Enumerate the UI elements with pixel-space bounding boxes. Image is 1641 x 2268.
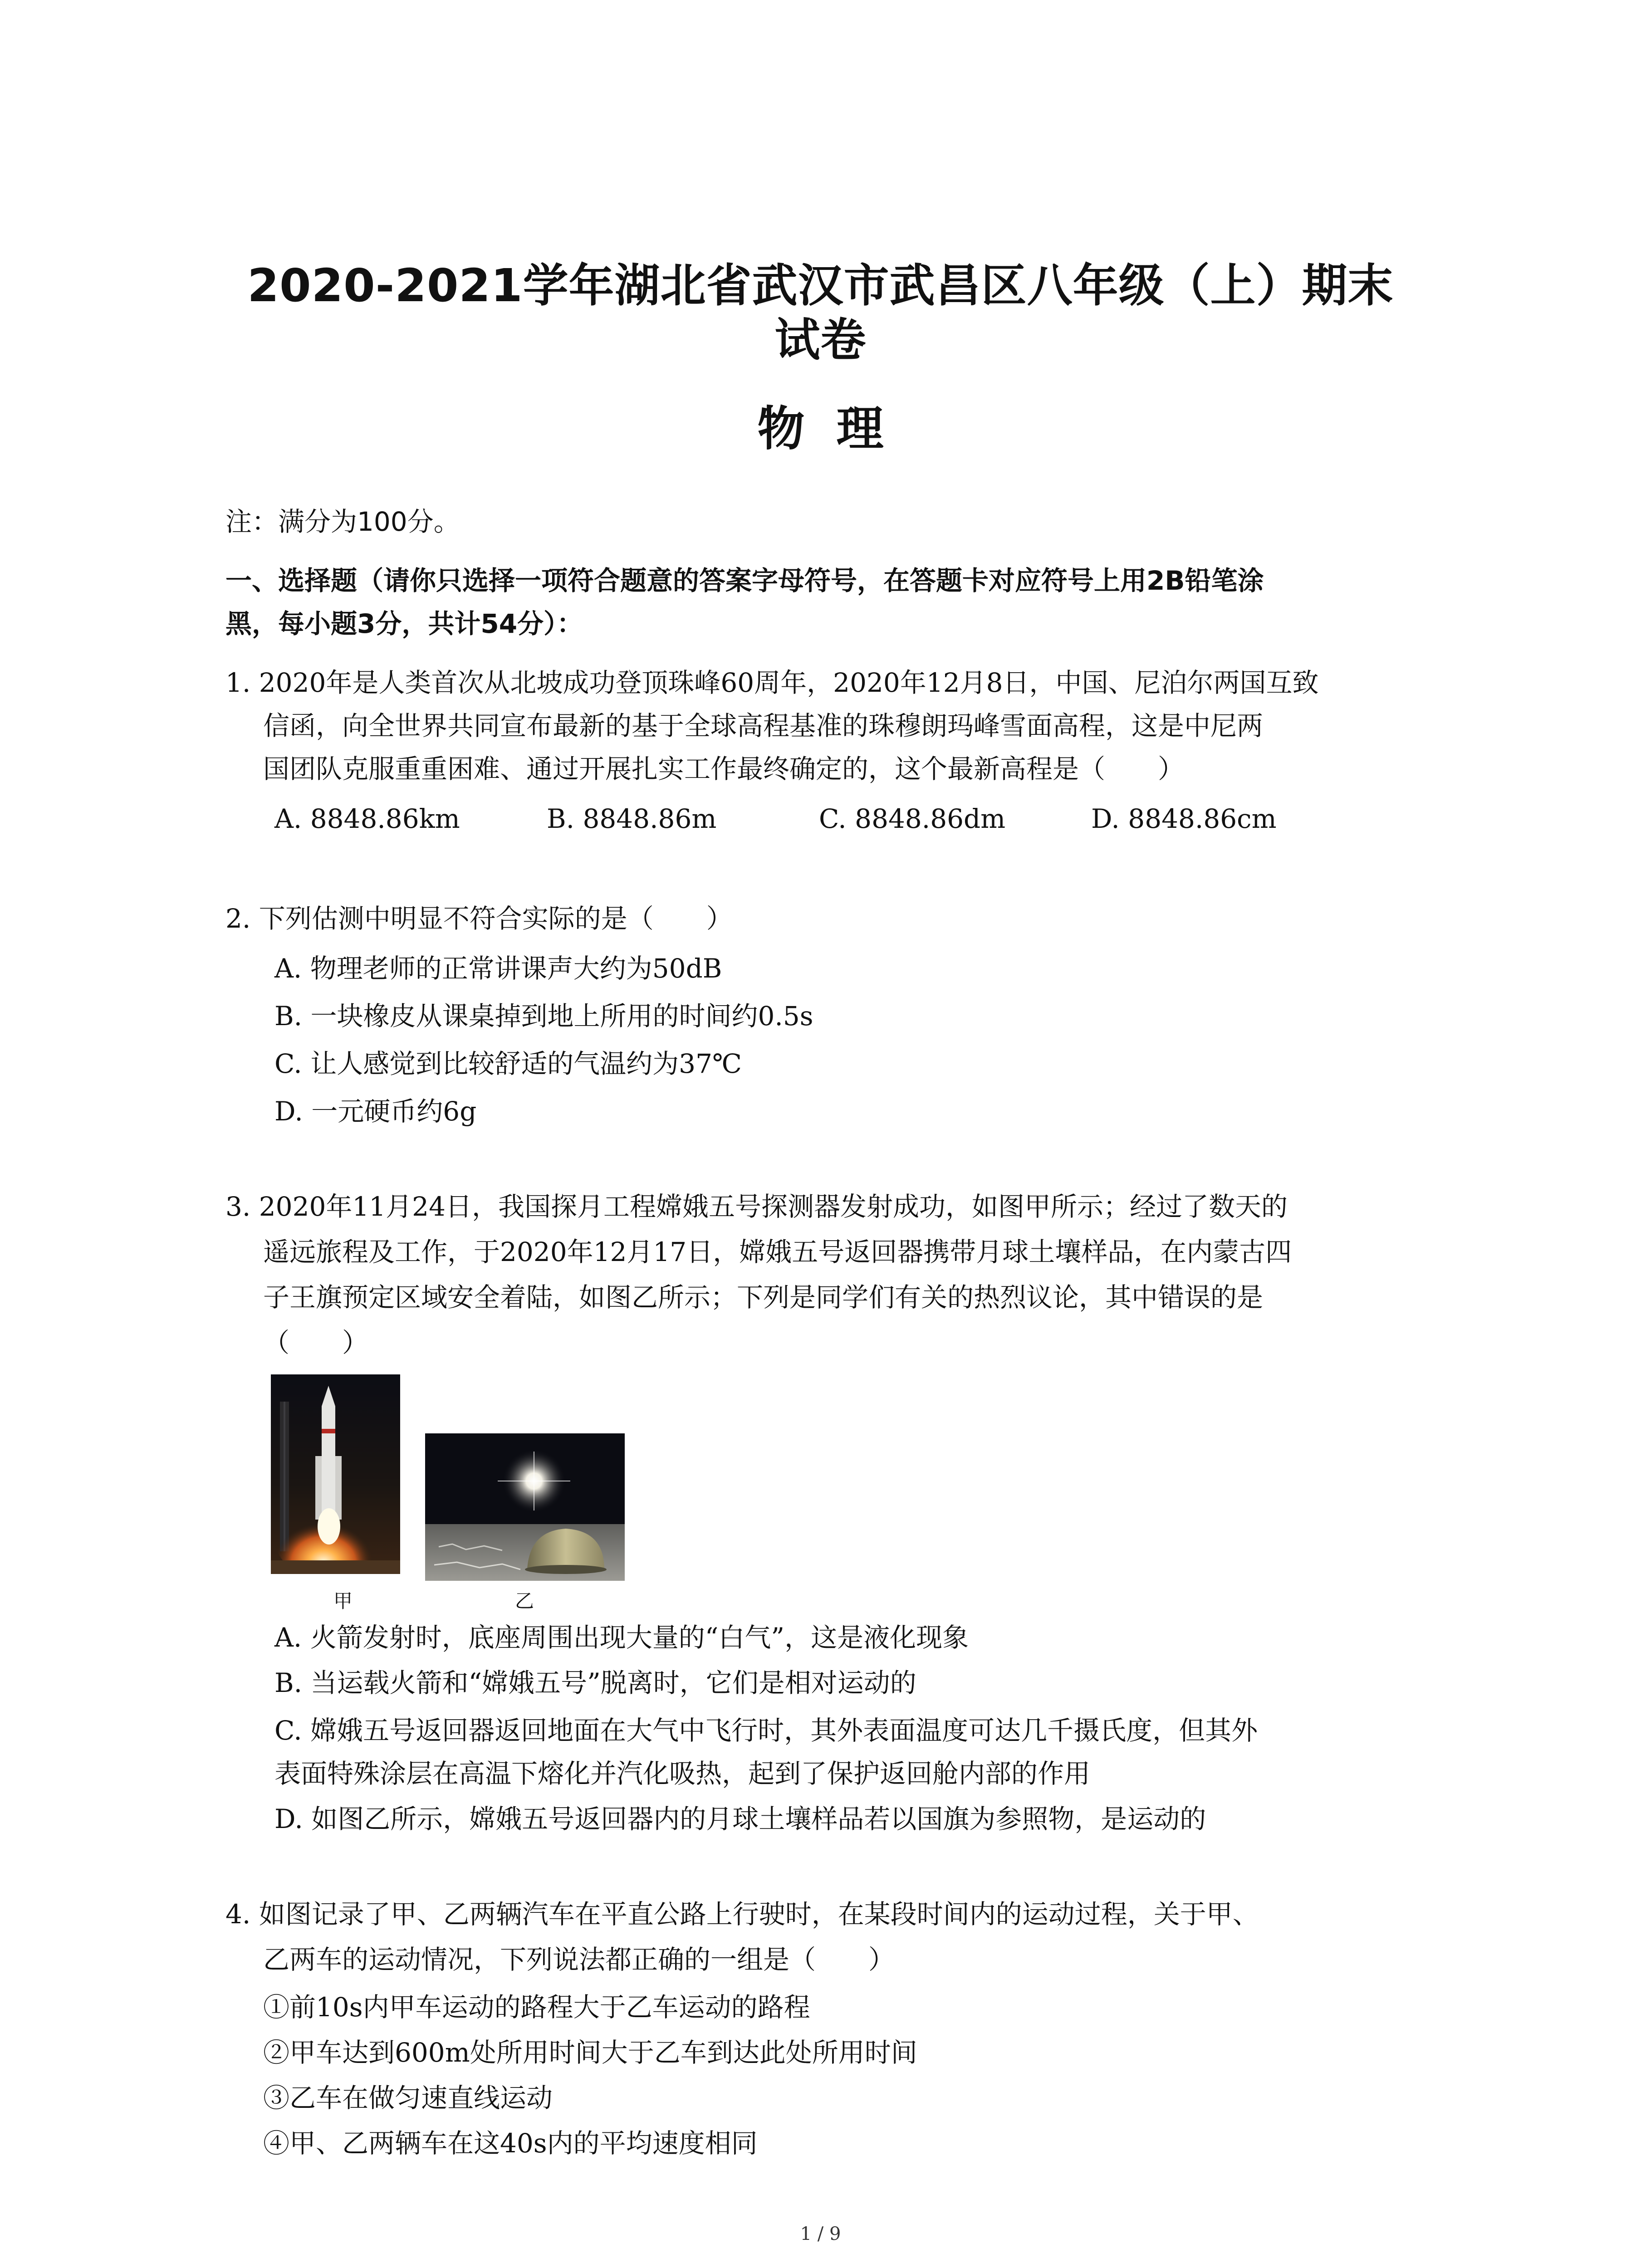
q1-option-d: D. 8848.86cm [1091, 803, 1277, 834]
q3-stem-line4: （ ） [263, 1327, 369, 1358]
q1-option-b: B. 8848.86m [547, 803, 717, 834]
q4-statement-3: ③乙车在做匀速直线运动 [263, 2082, 553, 2113]
q4-statement-2: ②甲车达到600m处所用时间大于乙车到达此处所用时间 [263, 2037, 917, 2068]
q3-option-d: D. 如图乙所示，嫦娥五号返回器内的月球土壤样品若以国旗为参照物，是运动的 [274, 1804, 1206, 1834]
capsule-landing-photo [425, 1433, 625, 1581]
q2-stem: 2. 下列估测中明显不符合实际的是（ ） [225, 903, 733, 934]
section-heading-line2: 黑，每小题3分，共计54分）： [225, 608, 583, 639]
exam-title-line2: 试卷 [774, 313, 867, 367]
q4-statement-4: ④甲、乙两辆车在这40s内的平均速度相同 [263, 2128, 758, 2159]
score-note: 注：满分为100分。 [225, 506, 460, 537]
exam-title-line1: 2020-2021学年湖北省武汉市武昌区八年级（上）期末 [247, 259, 1394, 312]
q3-stem-line1: 3. 2020年11月24日，我国探月工程嫦娥五号探测器发射成功，如图甲所示；经过了数天的 [225, 1191, 1288, 1222]
q1-option-c: C. 8848.86dm [819, 803, 1006, 834]
q4-stem-line1: 4. 如图记录了甲、乙两辆汽车在平直公路上行驶时，在某段时间内的运动过程，关于甲、 [225, 1899, 1259, 1930]
photo-caption-jia: 甲 [333, 1590, 353, 1612]
section-heading-line1: 一、选择题（请你只选择一项符合题意的答案字母符号，在答题卡对应符号上用2B铅笔涂 [225, 565, 1264, 596]
page-number: 1 / 9 [800, 2224, 841, 2244]
subject-title: 物理 [757, 401, 916, 456]
q2-option-d: D. 一元硬币约6g [274, 1096, 477, 1127]
q2-option-b: B. 一块橡皮从课桌掉到地上所用的时间约0.5s [274, 1001, 813, 1031]
rocket-launch-photo [271, 1374, 400, 1574]
q3-option-b: B. 当运载火箭和“嫦娥五号”脱离时，它们是相对运动的 [274, 1667, 916, 1698]
q2-option-a: A. 物理老师的正常讲课声大约为50dB [274, 953, 722, 984]
q1-stem-line2: 信函，向全世界共同宣布最新的基于全球高程基准的珠穆朗玛峰雪面高程，这是中尼两 [263, 710, 1264, 741]
q3-option-c: C. 嫦娥五号返回器返回地面在大气中飞行时，其外表面温度可达几千摄氏度，但其外 [274, 1715, 1258, 1746]
q2-option-c: C. 让人感觉到比较舒适的气温约为37℃ [274, 1048, 742, 1079]
q1-stem-line1: 1. 2020年是人类首次从北坡成功登顶珠峰60周年，2020年12月8日，中国、尼泊尔两国互致 [225, 667, 1319, 698]
q1-stem-line3: 国团队克服重重困难、通过开展扎实工作最终确定的，这个最新高程是（ ） [263, 753, 1185, 784]
q3-stem-line2: 遥远旅程及工作，于2020年12月17日，嫦娥五号返回器携带月球土壤样品，在内蒙古四 [263, 1237, 1292, 1267]
q3-option-c-continued: 表面特殊涂层在高温下熔化并汽化吸热，起到了保护返回舱内部的作用 [274, 1758, 1091, 1789]
q4-statement-1: ①前10s内甲车运动的路程大于乙车运动的路程 [263, 1992, 810, 2023]
q3-option-a: A. 火箭发射时，底座周围出现大量的“白气”，这是液化现象 [274, 1622, 969, 1653]
q4-stem-line2: 乙两车的运动情况，下列说法都正确的一组是（ ） [263, 1944, 895, 1975]
photo-caption-yi: 乙 [515, 1590, 534, 1612]
q3-stem-line3: 子王旗预定区域安全着陆，如图乙所示；下列是同学们有关的热烈议论，其中错误的是 [263, 1282, 1264, 1313]
q1-option-a: A. 8848.86km [274, 803, 460, 834]
